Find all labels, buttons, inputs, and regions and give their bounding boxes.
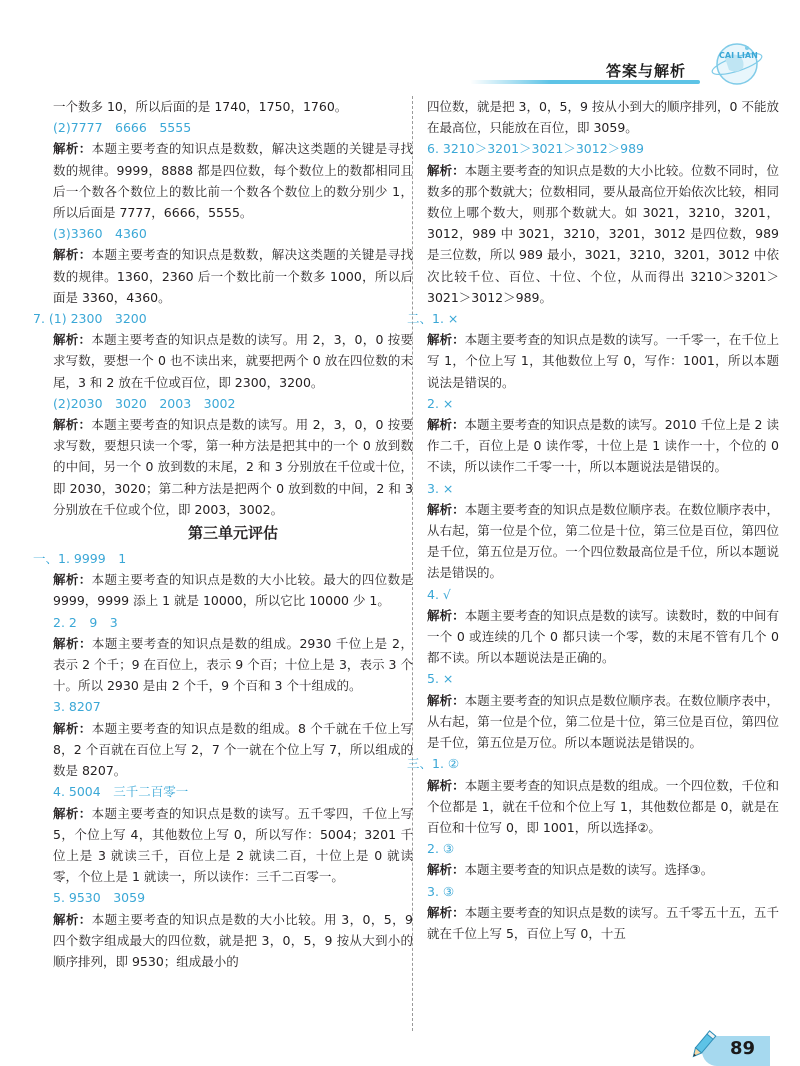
explanation-paragraph: [53, 138, 413, 223]
explanation-paragraph: [427, 605, 779, 669]
explanation-text: 本题主要考查的知识点是数的组成。2930 千位上是 2，表示 2 个千；9 在百位上，表示 9 个百；十位上是 3，表示 3 个十。所以 2930 是由 2 个千，9 个百和 3 个十组成的。: [53, 635, 413, 694]
answer-line: 3. ×: [427, 480, 454, 496]
text-paragraph: 四位数，就是把 3，0，5，9 按从小到大的顺序排列，0 不能放在最高位，只能放在百位，即 3059。: [427, 99, 779, 136]
answer-line: 一、1. 9999 1: [33, 551, 127, 567]
explanation-paragraph: [53, 569, 413, 611]
explanation-text: 本题主要考查的知识点是数的组成。一个四位数，千位和个位都是 1，就在千位和个位上写 1，其他数位都是 0，就是在百位和十位写 0，即 1001，所以选择②。: [427, 777, 779, 835]
answer-line: 3. 8207: [53, 699, 101, 715]
explanation-paragraph: [427, 775, 779, 839]
explanation-text: 本题主要考查的知识点是数的读写。五千零四，千位上写 5，个位上写 4，其他数位上写 0，所以写作：5004；3201 千位上是 3 就读三千，百位上是 2 就读二百，十位上是 0 就读零，个位上是 1 就读一，所以读作：三千二百零一。: [53, 805, 413, 885]
explanation-text: 本题主要考查的知识点是数位顺序表。在数位顺序表中，从右起，第一位是个位，第二位是十位，第三位是百位，第四位是千位，第五位是万位。所以本题说法是错误的。: [427, 692, 779, 751]
explanation-text: 本题主要考查的知识点是数的读写。五千零五十五，五千就在千位上写 5，百位上写 0，十五: [427, 904, 779, 941]
explanation-label: 解析：: [53, 141, 92, 157]
explanation-label: 解析：: [53, 247, 92, 263]
page-header: [0, 0, 800, 92]
explanation-label: 解析：: [427, 332, 465, 348]
explanation-text: 本题主要考查的知识点是数的大小比较。最大的四位数是 9999，9999 添上 1 就是 10000，所以它比 10000 少 1。: [53, 572, 413, 609]
answer-line: 三、1. ②: [407, 756, 460, 772]
answer-line: 4. √: [427, 586, 451, 602]
explanation-text: 本题主要考查的知识点是数的读写。用 2，3，0，0 按要求写数，要想只读一个零，第一种方法是把其中的一个 0 放到数的中间，另一个 0 放到数的末尾，2 和 3 分别放在千位或十位，即 2030，3020；第二种方法是把两个 0 放到数的中间，2 和 3 分别放在千位或个位，即 2003，3002。: [53, 417, 413, 517]
explanation-paragraph: [53, 329, 413, 393]
explanation-label: 解析：: [427, 417, 465, 433]
answer-line: 2. ③: [427, 841, 455, 857]
explanation-text: 本题主要考查的知识点是数的大小比较。用 3，0，5，9 四个数字组成最大的四位数，就是把 3，0，5，9 按从大到小的顺序排列，即 9530；组成最小的: [53, 911, 413, 969]
answer-line: (3)3360 4360: [53, 226, 147, 242]
answer-line: 5. ×: [427, 671, 454, 687]
answer-line: 4. 5004 三千二百零一: [53, 784, 189, 800]
explanation-paragraph: [53, 718, 413, 782]
globe-logo-icon: [685, 28, 771, 94]
explanation-paragraph: [427, 499, 779, 584]
header-rule: [470, 80, 700, 84]
answer-line: 2. 2 9 3: [53, 614, 118, 630]
explanation-paragraph: [427, 690, 779, 754]
explanation-label: 解析：: [427, 904, 465, 920]
answer-line: 2. ×: [427, 395, 454, 411]
explanation-label: 解析：: [53, 572, 92, 588]
explanation-paragraph: [427, 414, 779, 478]
explanation-text: 本题主要考查的知识点是数的大小比较。位数不同时，位数多的那个数就大；位数相同，要从最高位开始依次比较，相同数位上哪个数大，则那个数就大。如 3021，3210，3201，3012，989 中 3021，3210，3201，3012 是四位数，989 是三位数，所以 989 最小，3021，3210，3201，3012 中依次比较千位、百位、十位、个位，从而得出 3210＞3201＞3021＞3012＞989。: [427, 162, 779, 305]
explanation-text: 本题主要考查的知识点是数数，解决这类题的关键是寻找数的规律。9999，8888 都是四位数，每个数位上的数都相同且后一个数各个数位上的数比前一个数各个数位上的数分别少 1，所以后面是 7777，6666，5555。: [53, 141, 413, 221]
explanation-paragraph: [427, 902, 779, 944]
right-column: [407, 96, 779, 1036]
explanation-text: 本题主要考查的知识点是数的读写。用 2，3，0，0 按要求写数，要想一个 0 也不读出来，就要把两个 0 放在四位数的末尾，3 和 2 放在千位或百位，即 2300，3200。: [53, 332, 413, 390]
explanation-text: 本题主要考查的知识点是数的读写。2010 千位上是 2 读作二千，百位上是 0 读作零，十位上是 1 读作一十，个位的 0 不读，所以读作二千零一十，所以本题说法是错误的。: [427, 417, 779, 475]
explanation-paragraph: [53, 244, 413, 308]
logo-text: CAI LIAN: [719, 51, 758, 60]
section-title: 第三单元评估: [187, 524, 278, 543]
answer-line: (2)2030 3020 2003 3002: [53, 395, 236, 411]
text-paragraph: 一个数多 10，所以后面的是 1740，1750，1760。: [53, 99, 348, 114]
explanation-paragraph: [53, 633, 413, 697]
explanation-text: 本题主要考查的知识点是数的组成。8 个千就在千位上写 8，2 个百就在百位上写 2，7 个一就在个位上写 7，所以组成的数是 8207。: [53, 720, 413, 779]
explanation-paragraph: [53, 414, 413, 520]
explanation-label: 解析：: [53, 332, 92, 348]
explanation-label: 解析：: [427, 162, 465, 178]
explanation-label: 解析：: [53, 911, 92, 927]
explanation-label: 解析：: [427, 607, 465, 623]
answer-line: 二、1. ×: [407, 311, 459, 327]
answer-line: 6. 3210＞3201＞3021＞3012＞989: [427, 141, 645, 157]
header-title: 答案与解析: [606, 62, 687, 80]
explanation-paragraph: [427, 329, 779, 393]
explanation-text: 本题主要考查的知识点是数的读写。读数时，数的中间有一个 0 或连续的几个 0 都只读一个零，数的末尾不管有几个 0 都不读。所以本题说法是正确的。: [427, 607, 779, 666]
page-number-badge: [688, 1028, 774, 1064]
explanation-text: 本题主要考查的知识点是数位顺序表。在数位顺序表中，从右起，第一位是个位，第二位是十位，第三位是百位，第四位是千位，第五位是万位。一个四位数最高位是千位，所以本题说法是错误的。: [427, 501, 779, 581]
explanation-paragraph: [53, 803, 413, 888]
answer-line: 3. ③: [427, 883, 455, 899]
explanation-label: 解析：: [427, 692, 465, 708]
explanation-label: 解析：: [53, 805, 92, 821]
explanation-text: 本题主要考查的知识点是数数，解决这类题的关键是寻找数的规律。1360，2360 后一个数比前一个数多 1000，所以后面是 3360，4360。: [53, 247, 413, 305]
left-column: [33, 96, 413, 1036]
pencil-icon: [688, 1028, 718, 1062]
page-number: 89: [730, 1038, 756, 1059]
explanation-label: 解析：: [427, 777, 465, 793]
explanation-paragraph: [427, 859, 779, 880]
explanation-paragraph: [427, 160, 779, 308]
explanation-text: 本题主要考查的知识点是数的读写。一千零一，在千位上写 1，个位上写 1，其他数位上写 0，写作：1001，所以本题说法是错误的。: [427, 332, 779, 390]
explanation-text: 本题主要考查的知识点是数的读写。选择③。: [464, 862, 714, 878]
explanation-label: 解析：: [53, 720, 92, 736]
explanation-label: 解析：: [427, 862, 465, 878]
answer-line: 7. (1) 2300 3200: [33, 311, 147, 327]
answer-line: 5. 9530 3059: [53, 890, 146, 906]
explanation-label: 解析：: [53, 635, 92, 651]
explanation-label: 解析：: [53, 417, 92, 433]
explanation-paragraph: [53, 909, 413, 973]
answer-line: (2)7777 6666 5555: [53, 120, 192, 136]
explanation-label: 解析：: [427, 501, 465, 517]
